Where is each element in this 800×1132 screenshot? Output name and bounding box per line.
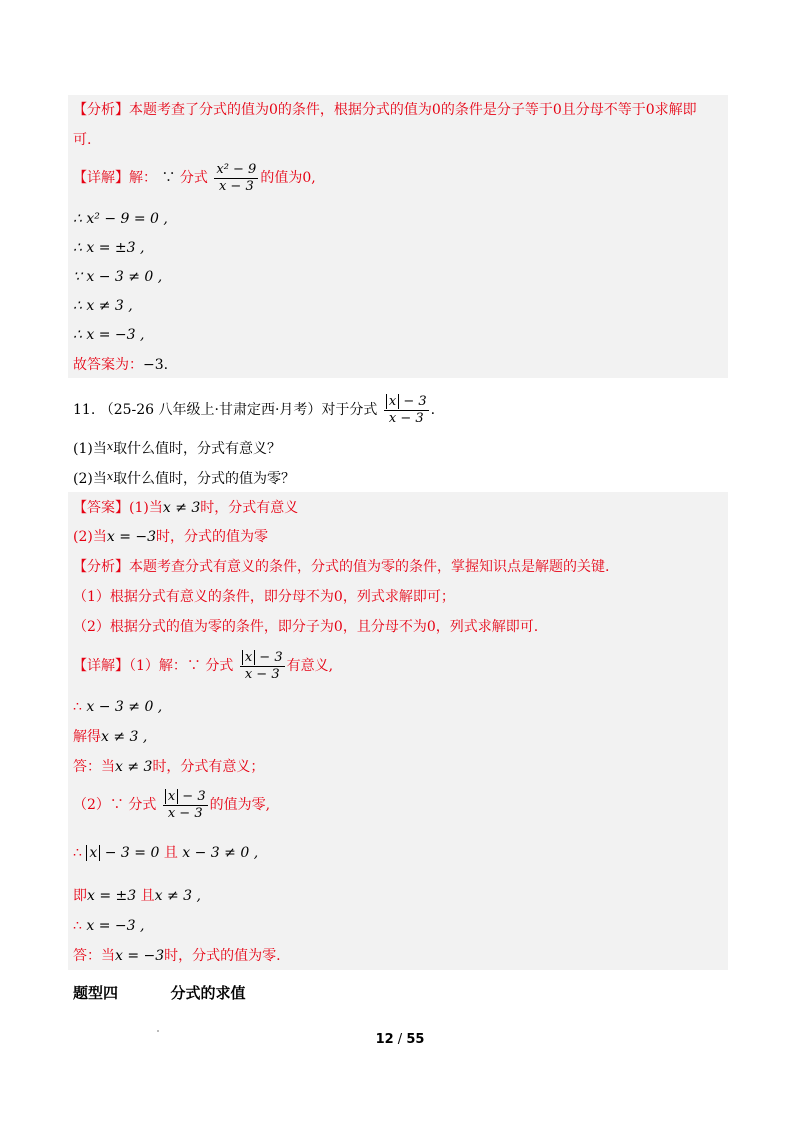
numerator-rest: − 3 [255, 649, 283, 665]
answer2-post: 时，分式的值为零 [156, 529, 269, 545]
answer-11-line1 [73, 498, 298, 518]
answer1-math: x ≠ 3 [162, 500, 201, 516]
answer-part2 [73, 946, 281, 966]
therefore-symbol: ∴ [73, 699, 82, 715]
sub2-var: x [106, 470, 114, 483]
sub-question-2 [73, 467, 295, 489]
detail-tail2: 的值为零, [209, 797, 271, 813]
abs-x: x [386, 394, 399, 409]
abs-x: x [242, 650, 255, 665]
analysis-tag: 【分析】 [73, 102, 129, 118]
answer1-pre: (1)当 [129, 500, 163, 516]
step-ji [73, 886, 201, 906]
fraction-word: 分式 [205, 658, 234, 674]
fraction-denominator: x − 3 [167, 805, 203, 821]
detail-tail: 的值为0, [260, 170, 316, 186]
step-solve [73, 727, 147, 747]
section-heading [73, 982, 246, 1003]
step-1: ∴ x² − 9 = 0 , [73, 211, 168, 227]
page-number [0, 1032, 800, 1047]
ans1-post: 时，分式有意义； [152, 759, 265, 775]
detail-lead: 解： [129, 170, 157, 186]
answer-10-line [73, 355, 168, 375]
answer-11-line2 [73, 527, 268, 547]
analysis-11-line [73, 557, 609, 577]
answer-part1 [73, 757, 264, 777]
detail-10-header [73, 160, 316, 196]
fraction-denominator: x − 3 [218, 178, 254, 194]
solve-label: 解得 [73, 729, 101, 745]
ji-word: 即 [73, 888, 87, 904]
fraction-word: 分式 [179, 170, 208, 186]
detail-tag: 【详解】 [73, 170, 129, 186]
fraction-abs-x-minus-3-over-x-minus-3 [163, 789, 208, 822]
fraction-denominator: x − 3 [388, 410, 424, 426]
because-symbol: ∵ [109, 797, 124, 813]
sub-question-1 [73, 437, 281, 459]
answer-end: . [163, 357, 169, 373]
answer1-post: 时，分式有意义 [200, 500, 299, 516]
fraction-x2-minus-9-over-x-minus-3 [214, 162, 258, 195]
ans2-pre: 答：当 [73, 948, 115, 964]
detail-11-part2 [73, 787, 270, 823]
detail-tail: 有意义, [286, 658, 334, 674]
ans2-post: 时，分式的值为零. [164, 948, 281, 964]
sub2-post: 取什么值时，分式的值为零？ [113, 471, 296, 487]
answer-label: 故答案为： [73, 357, 143, 373]
sub2-pre: (2)当 [73, 471, 107, 487]
fraction-denominator: x − 3 [244, 666, 280, 682]
fraction-numerator [384, 394, 429, 411]
final-step-math: x = −3 , [86, 918, 145, 934]
ans1-pre: 答：当 [73, 759, 115, 775]
analysis-text-cont: 可. [73, 132, 92, 148]
fraction-abs-x-minus-3-over-x-minus-3 [240, 650, 285, 683]
step-3: ∵ x − 3 ≠ 0 , [73, 269, 163, 285]
ans2-math: x = −3 [115, 948, 165, 964]
step-abs-equation [73, 843, 258, 863]
solution-block-10 [68, 95, 728, 378]
step-final [73, 916, 144, 936]
fraction-numerator: x² − 9 [216, 161, 257, 177]
question-number: 11. [73, 402, 96, 418]
therefore-symbol: ∴ [73, 918, 82, 934]
detail-tag: 【详解】 [73, 658, 129, 674]
ans1-math: x ≠ 3 [115, 759, 153, 775]
detail-11-header [73, 648, 333, 684]
section-label: 题型四 [73, 984, 119, 1002]
fraction-numerator [163, 789, 208, 806]
answer-value: −3 [143, 357, 164, 373]
analysis-tag: 【分析】 [73, 559, 129, 575]
detail-part1: （1）解： [129, 658, 187, 674]
therefore-symbol: ∴ [73, 845, 82, 861]
answer-tag: 【答案】 [73, 500, 129, 516]
analysis-10-line1 [73, 100, 697, 120]
step2-b: x − 3 ≠ 0 , [182, 845, 259, 861]
abs-x: x [165, 789, 178, 804]
and-word: 且 [163, 845, 178, 861]
and-word: 且 [140, 888, 155, 904]
because-symbol: ∵ [161, 170, 176, 186]
analysis-text: 本题考查了分式的值为0的条件，根据分式的值为0的条件是分子等于0且分母不等于0求解即 [129, 102, 697, 118]
sub1-pre: (1)当 [73, 441, 107, 457]
numerator-rest: − 3 [178, 788, 206, 804]
question-source: （25-26 八年级上·甘肃定西·月考）对于分式 [99, 402, 378, 418]
because-symbol: ∵ [186, 658, 201, 674]
abs-x: x [86, 845, 100, 861]
analysis-10-line2 [73, 130, 91, 150]
sub1-var: x [106, 440, 114, 453]
question-end: . [430, 402, 436, 418]
ji-b: x ≠ 3 , [154, 888, 201, 904]
numerator-rest: − 3 [399, 393, 427, 409]
page-current: 12 [375, 1032, 394, 1047]
analysis-11-point1: （1）根据分式有意义的条件，即分母不为0，列式求解即可； [73, 589, 455, 605]
step-x-minus-3-ne-0 [73, 697, 162, 717]
step2-rest: − 3 = 0 [100, 845, 160, 861]
analysis-11-point2: （2）根据分式的值为零的条件，即分子为0，且分母不为0，列式求解即可. [73, 619, 539, 635]
fraction-word: 分式 [128, 797, 157, 813]
answer2-math: x = −3 [106, 529, 157, 545]
ji-math: x = ±3 [87, 888, 137, 904]
step-5: ∴ x = −3 , [73, 327, 145, 343]
step-2: ∴ x = ±3 , [73, 240, 145, 256]
page-separator: / [393, 1032, 407, 1047]
page-total: 55 [406, 1032, 425, 1047]
sub1-post: 取什么值时，分式有意义？ [113, 441, 282, 457]
step1-math: x − 3 ≠ 0 , [86, 699, 163, 715]
fraction-numerator [240, 650, 285, 667]
detail-part2: （2） [73, 797, 110, 813]
question-11 [73, 392, 435, 428]
answer2-pre: (2)当 [73, 529, 107, 545]
solve-math: x ≠ 3 , [101, 729, 148, 745]
analysis-text: 本题考查分式有意义的条件，分式的值为零的条件，掌握知识点是解题的关键. [129, 559, 610, 575]
fraction-abs-x-minus-3-over-x-minus-3 [384, 394, 429, 427]
step-4: ∴ x ≠ 3 , [73, 298, 133, 314]
section-title: 分式的求值 [170, 984, 246, 1002]
